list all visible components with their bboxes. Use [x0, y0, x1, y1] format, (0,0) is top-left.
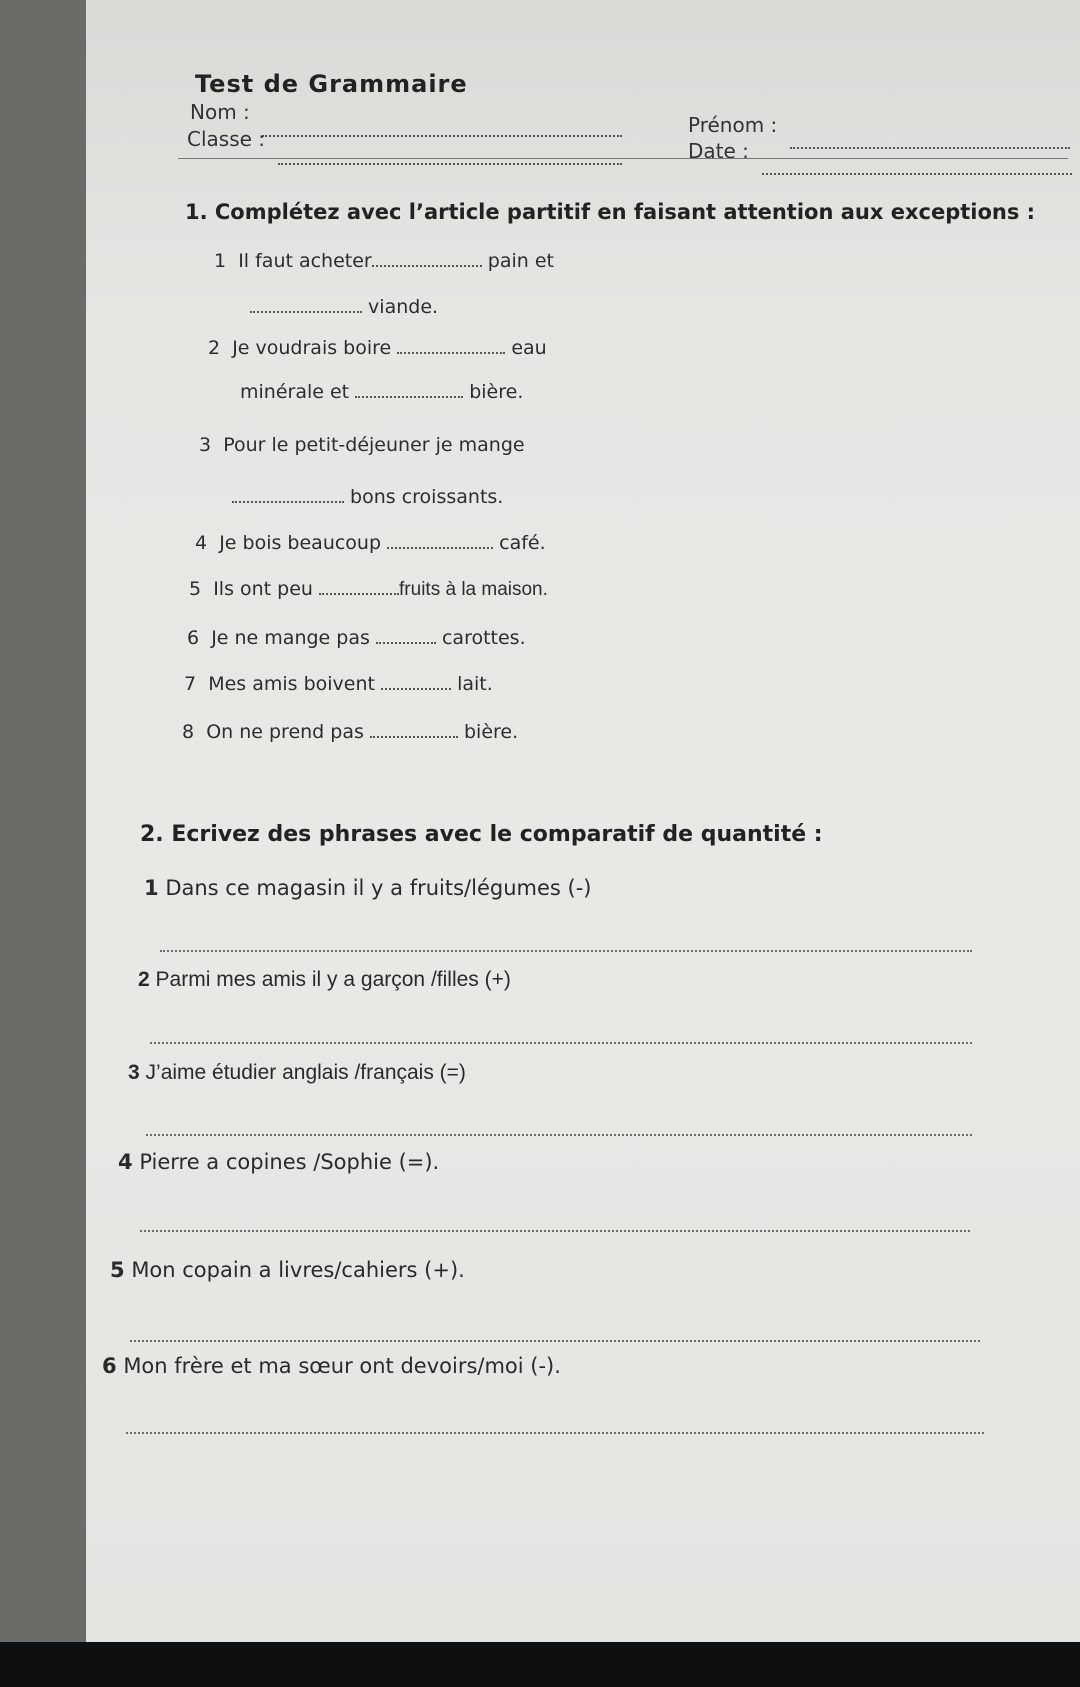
ex1-line-8: 8 On ne prend pas bière. — [182, 721, 519, 743]
blank[interactable] — [250, 310, 362, 313]
ex2-item-6: 6 Mon frère et ma sœur ont devoirs/moi (-). — [102, 1354, 561, 1378]
answer-line-3[interactable] — [146, 1134, 972, 1136]
blank[interactable] — [387, 546, 493, 549]
date-field[interactable] — [762, 160, 1072, 179]
worksheet-paper — [86, 0, 1080, 1642]
ex1-line-5: 5 Ils ont peu fruits à la maison. — [189, 578, 548, 600]
nom-field[interactable] — [262, 122, 622, 141]
blank[interactable] — [370, 735, 458, 738]
ex2-item-4: 4 Pierre a copines /Sophie (=). — [118, 1150, 440, 1174]
blank[interactable] — [355, 395, 463, 398]
exercise1-heading: 1. Complétez avec l’article partitif en faisant attention aux exceptions : — [185, 200, 1036, 224]
ex1-line-3b: bons croissants. — [232, 486, 503, 508]
header-rule — [178, 158, 1068, 159]
ex1-line-3: 3 Pour le petit-déjeuner je mange — [199, 434, 525, 456]
classe-label: Classe : — [187, 127, 266, 151]
blank[interactable] — [381, 687, 451, 690]
ex1-line-2b: minérale et bière. — [240, 381, 524, 403]
item-number: 1 — [214, 250, 227, 272]
ex2-item-3: 3 J’aime étudier anglais /français (=) — [128, 1061, 466, 1084]
answer-line-6[interactable] — [126, 1432, 984, 1434]
classe-field[interactable] — [278, 150, 622, 169]
blank[interactable] — [376, 641, 436, 644]
ex1-line-2: 2 Je voudrais boire eau — [208, 337, 547, 359]
date-label: Date : — [688, 139, 749, 163]
prenom-label: Prénom : — [688, 113, 778, 137]
page-title: Test de Grammaire — [195, 70, 468, 98]
answer-line-4[interactable] — [140, 1230, 970, 1232]
blank[interactable] — [372, 264, 482, 267]
answer-line-1[interactable] — [160, 950, 972, 952]
ex2-item-1: 1 Dans ce magasin il y a fruits/légumes (-) — [144, 876, 592, 900]
prenom-field[interactable] — [790, 134, 1070, 153]
ex2-item-5: 5 Mon copain a livres/cahiers (+). — [110, 1258, 465, 1282]
answer-line-2[interactable] — [150, 1042, 972, 1044]
ex1-line-1b: viande. — [250, 296, 438, 318]
ex1-line-1: 1 Il faut acheter pain et — [214, 250, 554, 272]
ex1-line-6: 6 Je ne mange pas carottes. — [187, 627, 526, 649]
blank[interactable] — [319, 592, 399, 595]
exercise2-heading: 2. Ecrivez des phrases avec le comparatif de quantité : — [140, 822, 823, 847]
nom-label: Nom : — [190, 100, 250, 124]
blank[interactable] — [232, 500, 344, 503]
ex1-line-4: 4 Je bois beaucoup café. — [195, 532, 546, 554]
ex2-item-2: 2 Parmi mes amis il y a garçon /filles (+) — [138, 968, 511, 991]
blank[interactable] — [397, 351, 505, 354]
answer-line-5[interactable] — [130, 1340, 980, 1342]
ex1-line-7: 7 Mes amis boivent lait. — [184, 673, 493, 695]
background-edge — [0, 1642, 1080, 1687]
